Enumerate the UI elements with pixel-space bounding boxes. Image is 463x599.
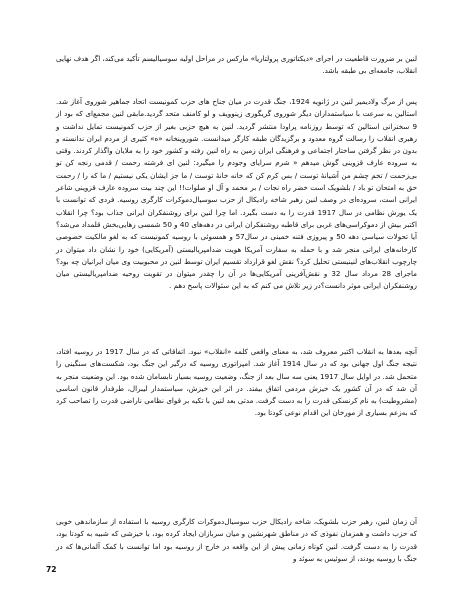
- paragraph-lenin-dictatorship: لنین بر ضرورت قاطعیت در اجرای «دیکتاتوری پرولتاریا» مارکس در مراحل اولیه سوسیالیسم تأکید می‌کند، اگر هدف نهایی انقلاب، جامعه‌ای بی طبقه باشد.: [56, 54, 417, 76]
- page-number: 72: [46, 565, 57, 574]
- paragraph-bolshevik-seizure: آن زمان لنین، رهبر حزب بلشویک، شاخه رادیکال حزب سوسیال‌دموکرات کارگری روسیه با استفاده از سازماندهی خوبی که حزب داشت و همزمان نفوذی که در مناطق شهرنشین و میان سربازان ایجاد کرده بود، با خیزشی که شبیه به کودتا بود، قدرت را به دست گرفت. لنین کوتاه زمانی پیش از این واقعه در خارج از روسیه بود اما توانست با کمک آلمانی‌ها که در جنگ با روسیه بودند، از سوئیس به سوئد و: [56, 517, 417, 563]
- paragraph-october-revolution: آنچه بعدها به انقلاب اکتبر معروف شد، به معنای واقعی کلمه «انقلاب» نبود. اتفاقاتی که در سال 1917 در روسیه افتاد، نتیجه جنگ اول جهانی بود که در سال 1914 آغاز شد. امپراتوری روسیه که درگیر این جنگ بود، شکست‌های سنگینی را متحمل شد. در اوایل سال 1917 یعنی سه سال بعد از جنگ، وضعیت روسیه بسیار نابسامان شده بود. این وضعیت منجر به آن شد که در آن کشور یک خیزش مردمی اتفاق بیفتد. در اثر این خیزش، سیاستمدار لیبرال، طرفدار قانون اساسی (مشروطیت) به نام کرنسکی قدرت را به دست گرفت. مدتی بعد لنین با تکیه بر قوای نظامی ناراضی قدرت را تصاحب کرد که به‌زعم بسیاری از مورخان این اقدام نوعی کودتا بود.: [56, 347, 417, 418]
- paragraph-stalin-and-iran: پس از مرگ ولادیمیر لنین در ژانویه 1924، جنگ قدرت در میان جناح های حزب کمونیست اتحاد جماهیر شوروی آغاز شد. استالین به سرعت با سیاستمداران دیگر شوروی گریگوری زینوویف و لو کامنف متحد گردید.مابقی لنین مجمع‌ای که بود از 9 سخنرانی استالین که توسط روزنامه پراودا منتشر گردید. لنین به هیچ حزبی بغیر از حزب کمونیست تمایل نداشت و رهبری انقلاب را رسالت گروه معدود و برگزیدگان طبقه کارگر میدانست. شوروینخانه «ه» کثیری از مردم ایران ندانسته و بدون در نظر گرفتن ساختار اجتماعی و فرهنگی ایران زمین به راه لنین رفته و کشور خود را به ملایان واگذار کردند. وقتی به سروده عارف قزوینی گوش میدهم « شرم سرایای وجودم را میگیرد: لنین ای فرشته رحمت / قدمی رنجه کن تو بی‌زحمت / تخم چشم من آشیانهٔ توست / بس کرم کن که خانه خانهٔ توست / ما جز ایشان یکی نیستیم / ما که را / رحمت حق به امتحان تو باد / بلشویک است خضر راه نجات / بر محمد و آل او صلوات!! این چند بیت سروده عارف قزوینی شاعر ایرانی است، سروده‌ای در وصف لنین رهبر شاخه رادیکال از حزب سوسیال‌دموکرات کارگری روسیه. فردی که توانست با یک یورش نظامی در سال 1917 قدرت را به دست بگیرد. اما چرا لنین برای روشنفکران ایرانی جذاب بود؟ چرا انقلاب اکتبر بیش از دموکراسی‌های غربی برای قاطبه روشنفکران ایرانی در دهه‌های 40 و 50 شمسی رهایی‌بخش قلمداد می‌شد؟ آیا تحولات سیاسی دهه 50 و پیروزی فتنه خمینی در سال57 و همسوئی با روسیه کمونیست که به لغو مالکیت خصوصی کارخانه‌های ایرانی منجر شد و با حمله به سفارت آمریکا هویت ضدامپریالیستی (آمریکایی) خود را نشان داد میتوان در چارچوب انقلاب‌های لنینیستی تحلیل کرد؟ نقش لغو قرارداد تقسیم ایران توسط لنین در محبوبیت وی میان ایرانیان چه بود؟ ماجرای 28 مرداد سال 32 و نقش‌آفرینی آمریکایی‌ها در آن را چقدر میتوان در تقویت روحیه ضدامپریالیستی میان روشنفکران ایرانی موثر دانست؟در زیر تلاش می کنم که به این سئوالات پاسخ دهم .: [56, 97, 417, 291]
